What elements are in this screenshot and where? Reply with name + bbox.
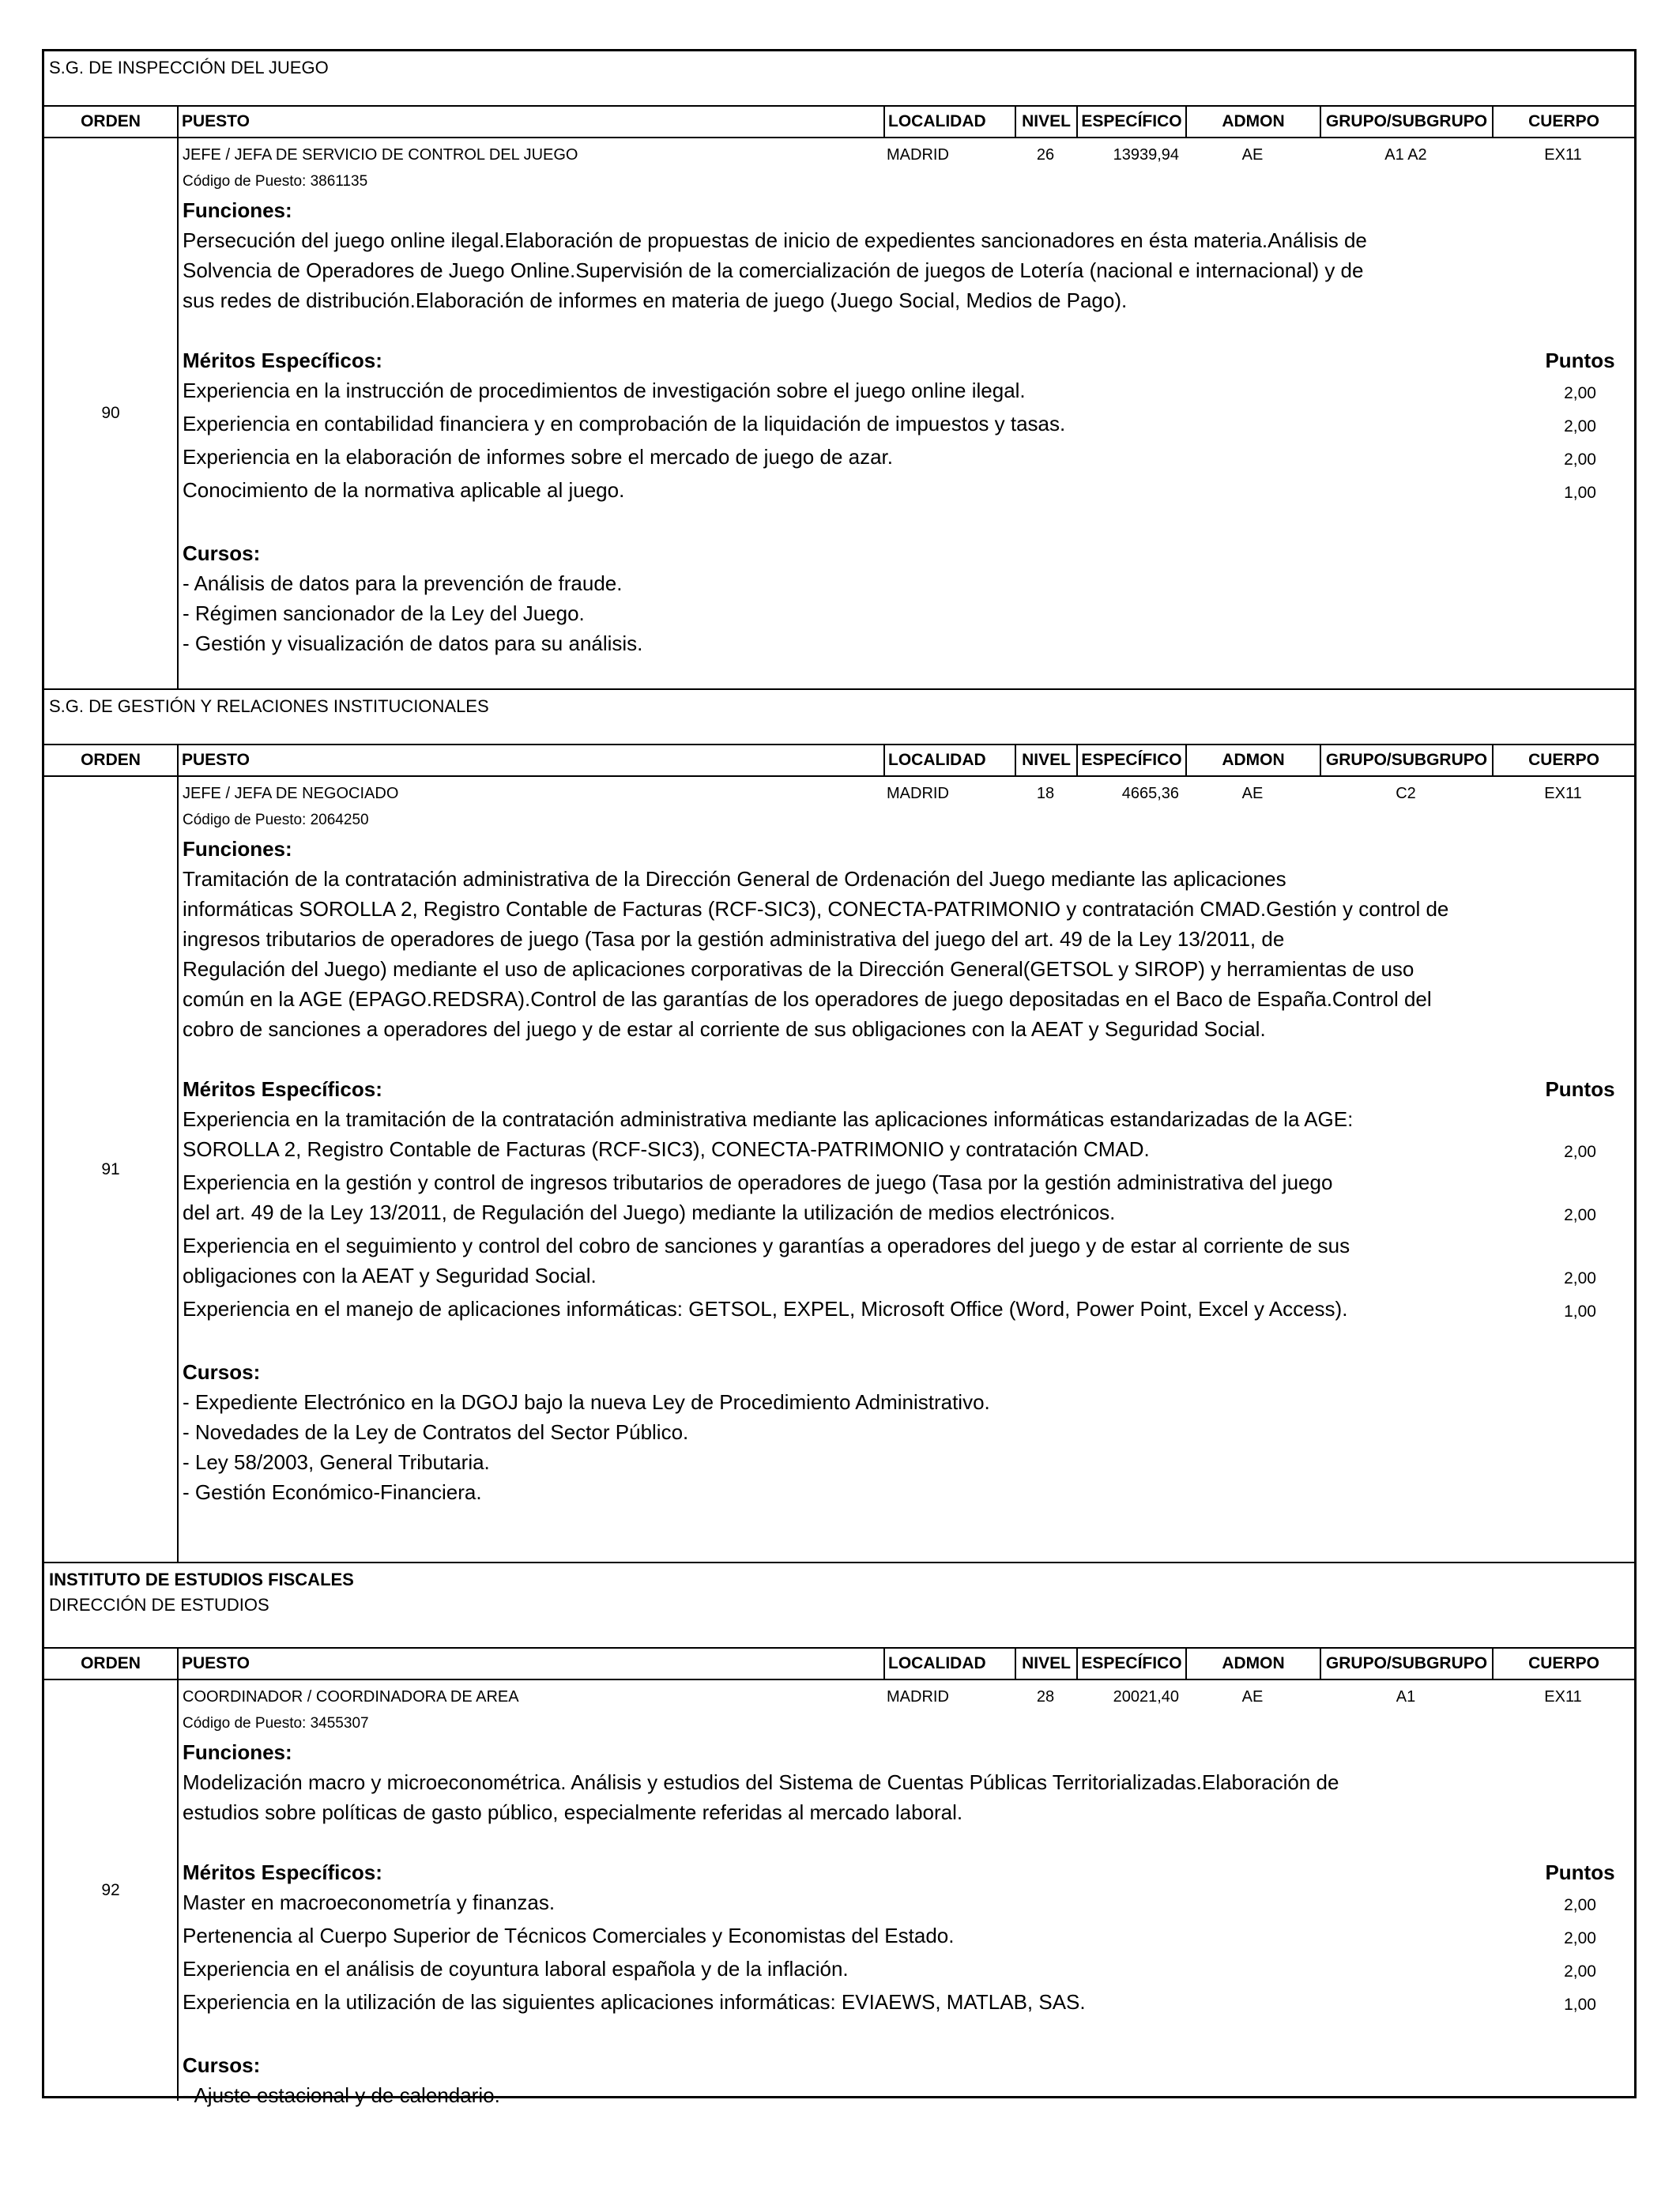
funciones-line: ingresos tributarios de operadores de juego (Tasa por la gestión administrativa del juego del art. 49 de la Ley 13/2011, de [183,927,1285,951]
unit-name: S.G. DE GESTIÓN Y RELACIONES INSTITUCIONALES [49,696,489,716]
spacer [183,1827,1634,1857]
cursos-label: Cursos: [183,541,261,565]
column-header-row [44,107,1634,138]
position-puesto: COORDINADOR / COORDINADORA DE AREA [183,1687,519,1706]
header-nivel: NIVEL [1016,745,1078,775]
funciones-line: Persecución del juego online ilegal.Elaboración de propuestas de inicio de expedientes sancionadores en ésta materia.Análisis de [183,228,1367,252]
position-content [179,138,1634,688]
spacer [183,1327,1634,1357]
organization-name: INSTITUTO DE ESTUDIOS FISCALES [49,1570,354,1589]
position-puesto: JEFE / JEFA DE SERVICIO DE CONTROL DEL JUEGO [183,145,578,164]
merito-points: 2,00 [1564,450,1596,469]
merito-text: Experiencia en la instrucción de procedimientos de investigación sobre el juego online ilegal. [183,379,1026,402]
funciones-line: común en la AGE (EPAGO.REDSRA).Control de las garantías de los operadores de juego depositadas en el Baco de España.Control del [183,987,1432,1011]
header-localidad: LOCALIDAD [885,1649,1016,1679]
position-cuerpo: EX11 [1544,145,1582,164]
position-cuerpo: EX11 [1544,1687,1582,1706]
unit-name: DIRECCIÓN DE ESTUDIOS [49,1595,269,1615]
position-summary-row [183,1683,1634,1710]
position-nivel: 28 [1036,1687,1055,1706]
puntos-label: Puntos [1545,1860,1615,1884]
merito-points: 2,00 [1564,1962,1596,1981]
funciones-line: sus redes de distribución.Elaboración de informes en materia de juego (Juego Social, Medios de Pago). [183,288,1128,312]
funciones-line: Regulación del Juego) mediante el uso de aplicaciones corporativas de la Dirección General(GETSOL y SIROP) y herramientas de uso [183,957,1414,981]
merito-row [183,1954,1634,1987]
header-especifico: ESPECÍFICO [1078,745,1187,775]
merito-text: del art. 49 de la Ley 13/2011, de Regulación del Juego) mediante la utilización de medios electrónicos. [183,1201,1116,1224]
position-body [44,1680,1634,2107]
curso-item: - Expediente Electrónico en la DGOJ bajo la nueva Ley de Procedimiento Administrativo. [183,1390,990,1414]
merito-points [1526,1167,1634,1197]
position-especifico: 13939,94 [1113,145,1179,164]
curso-item: - Novedades de la Ley de Contratos del Sector Público. [183,1420,689,1444]
merito-points: 1,00 [1564,1302,1596,1321]
header-localidad: LOCALIDAD [885,107,1016,137]
merito-text: Experiencia en la tramitación de la contratación administrativa mediante las aplicaciones informáticas estandarizadas de la AGE: [183,1107,1354,1131]
curso-item: - Gestión y visualización de datos para su análisis. [183,631,643,655]
cursos-label: Cursos: [183,1360,261,1384]
merito-points: 1,00 [1564,484,1596,502]
merito-row [183,1134,1634,1167]
merito-points: 2,00 [1564,417,1596,435]
merito-row [183,1261,1634,1294]
unit-name: S.G. DE INSPECCIÓN DEL JUEGO [49,58,329,77]
merito-text: SOROLLA 2, Registro Contable de Facturas (RCF-SIC3), CONECTA-PATRIMONIO y contratación CMAD. [183,1137,1150,1161]
curso-item: - Ajuste estacional y de calendario. [183,2083,500,2107]
header-cuerpo: CUERPO [1528,751,1599,769]
position-section [44,1562,1634,2107]
merito-points: 1,00 [1564,1996,1596,2014]
spacer [183,1044,1634,1074]
meritos-header [183,1857,1634,1887]
position-grupo: C2 [1396,784,1416,802]
position-admon: AE [1241,784,1264,802]
merito-text: obligaciones con la AEAT y Seguridad Social. [183,1264,597,1287]
header-puesto: PUESTO [179,1649,885,1679]
header-nivel: NIVEL [1016,107,1078,137]
meritos-label: Méritos Específicos: [183,1077,382,1101]
funciones-line: cobro de sanciones a operadores del juego y de estar al corriente de sus obligaciones con la AEAT y Seguridad Social. [183,1017,1266,1041]
merito-points: 2,00 [1564,1206,1596,1224]
header-orden: ORDEN [44,107,179,137]
merito-row [183,1987,1634,2020]
orden-number: 91 [44,777,179,1562]
position-especifico: 20021,40 [1113,1687,1179,1706]
funciones-label: Funciones: [183,837,292,861]
merito-row [183,409,1634,442]
puntos-label: Puntos [1545,1077,1615,1101]
header-grupo: GRUPO/SUBGRUPO [1321,107,1494,137]
position-section [44,688,1634,1562]
meritos-header [183,345,1634,375]
funciones-label: Funciones: [183,1740,292,1764]
merito-text: Experiencia en la utilización de las siguientes aplicaciones informáticas: EVIAEWS, MATLAB, SAS. [183,1990,1086,2014]
section-title [44,690,1634,745]
position-content [179,777,1634,1562]
column-header-row [44,745,1634,777]
position-section [44,51,1634,688]
spacer [183,2020,1634,2050]
header-cuerpo: CUERPO [1528,1654,1599,1672]
header-admon: ADMON [1187,745,1321,775]
header-grupo: GRUPO/SUBGRUPO [1321,745,1494,775]
meritos-label: Méritos Específicos: [183,1860,382,1884]
meritos-header [183,1074,1634,1104]
meritos-label: Méritos Específicos: [183,349,382,372]
position-puesto: JEFE / JEFA DE NEGOCIADO [183,784,399,802]
position-nivel: 18 [1036,784,1055,802]
merito-row [183,475,1634,508]
position-grupo: A1 [1396,1687,1416,1706]
funciones-line: Modelización macro y microeconométrica. Análisis y estudios del Sistema de Cuentas Públicas Territorializadas.Elaboración de [183,1770,1339,1794]
header-especifico: ESPECÍFICO [1078,107,1187,137]
position-content [179,1680,1634,2107]
merito-text: Experiencia en la elaboración de informes sobre el mercado de juego de azar. [183,445,893,469]
merito-row [183,442,1634,475]
funciones-line: Solvencia de Operadores de Juego Online.Supervisión de la comercialización de juegos de Lotería (nacional e internacional) y de [183,258,1364,282]
header-especifico: ESPECÍFICO [1078,1649,1187,1679]
header-grupo: GRUPO/SUBGRUPO [1321,1649,1494,1679]
position-admon: AE [1241,1687,1264,1706]
header-cuerpo: CUERPO [1528,112,1599,130]
section-title [44,51,1634,107]
merito-row [183,1197,1634,1231]
header-nivel: NIVEL [1016,1649,1078,1679]
funciones-line: informáticas SOROLLA 2, Registro Contable de Facturas (RCF-SIC3), CONECTA-PATRIMONIO y contratación CMAD.Gestión y control de [183,897,1449,921]
header-admon: ADMON [1187,107,1321,137]
header-admon: ADMON [1187,1649,1321,1679]
merito-points: 2,00 [1564,1896,1596,1914]
position-code: Código de Puesto: 2064250 [183,812,369,828]
orden-number: 90 [44,138,179,688]
position-admon: AE [1241,145,1264,164]
spacer [183,315,1634,345]
curso-item: - Análisis de datos para la prevención de fraude. [183,571,623,595]
cursos-label: Cursos: [183,2053,261,2077]
merito-text: Experiencia en el seguimiento y control del cobro de sanciones y garantías a operadores del juego y de estar al corriente de sus [183,1234,1350,1257]
position-code: Código de Puesto: 3861135 [183,173,368,190]
merito-text: Experiencia en la gestión y control de ingresos tributarios de operadores de juego (Tasa por la gestión administrativa del juego [183,1171,1333,1194]
position-body [44,138,1634,688]
position-code: Código de Puesto: 3455307 [183,1715,369,1732]
merito-points [1526,1231,1634,1261]
merito-points: 2,00 [1564,1929,1596,1947]
position-localidad: MADRID [887,145,949,164]
merito-text: Experiencia en el análisis de coyuntura laboral española y de la inflación. [183,1957,849,1981]
merito-row [183,375,1634,409]
position-nivel: 26 [1036,145,1055,164]
header-orden: ORDEN [44,745,179,775]
merito-row [183,1231,1634,1261]
curso-item: - Gestión Económico-Financiera. [183,1480,482,1504]
merito-text: Conocimiento de la normativa aplicable al juego. [183,478,625,502]
puntos-label: Puntos [1545,349,1615,372]
curso-item: - Régimen sancionador de la Ley del Juego. [183,601,585,625]
position-localidad: MADRID [887,784,949,802]
position-body [44,777,1634,1562]
merito-row [183,1887,1634,1921]
position-cuerpo: EX11 [1544,784,1582,802]
funciones-line: Tramitación de la contratación administrativa de la Dirección General de Ordenación del Juego mediante las aplicaciones [183,867,1286,891]
position-summary-row [183,780,1634,807]
funciones-line: estudios sobre políticas de gasto público, especialmente referidas al mercado laboral. [183,1800,963,1824]
merito-points: 2,00 [1564,384,1596,402]
merito-text: Pertenencia al Cuerpo Superior de Técnicos Comerciales y Economistas del Estado. [183,1924,955,1947]
header-orden: ORDEN [44,1649,179,1679]
merito-row [183,1294,1634,1327]
merito-row [183,1921,1634,1954]
document-sheet [42,49,1637,2107]
merito-text: Experiencia en el manejo de aplicaciones informáticas: GETSOL, EXPEL, Microsoft Office (Word, Power Point, Excel y Access). [183,1297,1348,1321]
merito-row [183,1104,1634,1134]
spacer [183,508,1634,538]
funciones-label: Funciones: [183,198,292,222]
merito-text: Experiencia en contabilidad financiera y en comprobación de la liquidación de impuestos y tasas. [183,412,1066,435]
position-summary-row [183,141,1634,168]
curso-item: - Ley 58/2003, General Tributaria. [183,1450,490,1474]
section-title [44,1563,1634,1649]
orden-number: 92 [44,1680,179,2101]
header-localidad: LOCALIDAD [885,745,1016,775]
header-puesto: PUESTO [179,107,885,137]
merito-text: Master en macroeconometría y finanzas. [183,1891,556,1914]
merito-points: 2,00 [1564,1143,1596,1161]
merito-points [1526,1104,1634,1134]
position-especifico: 4665,36 [1121,784,1179,802]
position-localidad: MADRID [887,1687,949,1706]
position-grupo: A1 A2 [1384,145,1427,164]
merito-row [183,1167,1634,1197]
merito-points: 2,00 [1564,1269,1596,1287]
column-header-row [44,1649,1634,1680]
header-puesto: PUESTO [179,745,885,775]
